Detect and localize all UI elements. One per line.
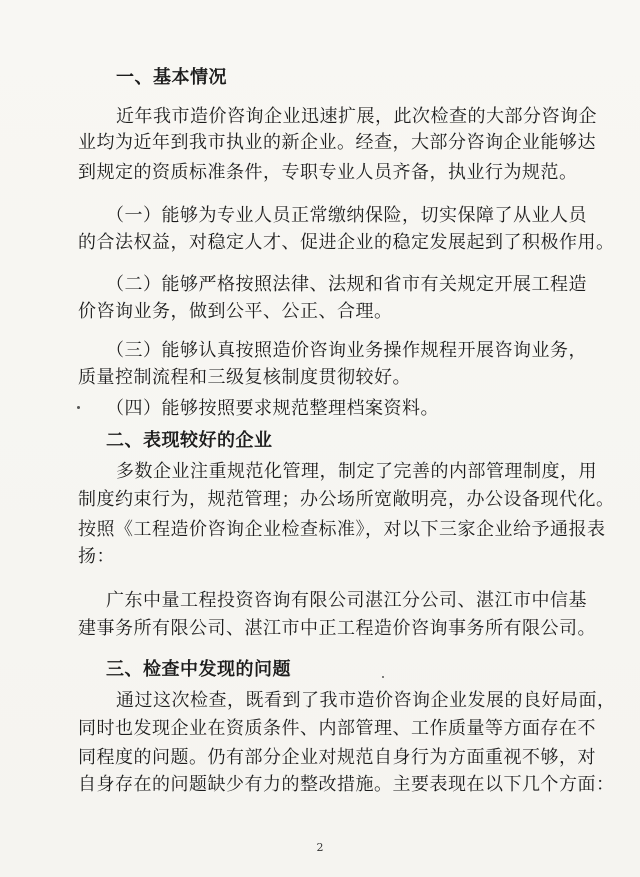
paragraph-line: 业均为近年到我市执业的新企业。经查，大部分咨询企业能够达 [78, 132, 596, 153]
paragraph-line: （三）能够认真按照造价咨询业务操作规程开展咨询业务， [106, 340, 587, 361]
paragraph-line: 扬： [78, 546, 115, 567]
paragraph-line: 多数企业注重规范化管理，制定了完善的内部管理制度，用 [116, 461, 597, 482]
paragraph-line: 广东中量工程投资咨询有限公司湛江分公司、湛江市中信基 [106, 590, 587, 611]
paragraph-line: 通过这次检查，既看到了我市造价咨询企业发展的良好局面， [116, 690, 616, 711]
paragraph-line: 同程度的问题。仍有部分企业对规范自身行为方面重视不够，对 [78, 747, 596, 768]
paragraph-line: 到规定的资质标准条件，专职专业人员齐备，执业行为规范。 [78, 162, 578, 183]
section-heading: 二、表现较好的企业 [106, 430, 273, 451]
paragraph-line: 质量控制流程和三级复核制度贯彻较好。 [78, 367, 411, 388]
paragraph-line: 自身存在的问题缺少有力的整改措施。主要表现在以下几个方面： [78, 774, 615, 795]
paragraph-line: （四）能够按照要求规范整理档案资料。 [106, 398, 439, 419]
paragraph-line: 同时也发现企业在资质条件、内部管理、工作质量等方面存在不 [78, 718, 596, 739]
section-heading: 三、检查中发现的问题 [106, 659, 291, 680]
paragraph-line: 制度约束行为，规范管理；办公场所宽敞明亮，办公设备现代化。 [78, 489, 615, 510]
paragraph-line: （二）能够严格按照法律、法规和省市有关规定开展工程造 [106, 274, 587, 295]
paragraph-line: （一）能够为专业人员正常缴纳保险，切实保障了从业人员 [106, 205, 587, 226]
page-number: 2 [316, 841, 324, 854]
paragraph-line: 建事务所有限公司、湛江市中正工程造价咨询事务所有限公司。 [78, 618, 596, 639]
scan-speck [77, 406, 80, 409]
paragraph-line: 近年我市造价咨询企业迅速扩展，此次检查的大部分咨询企 [116, 106, 597, 127]
paragraph-line: 价咨询业务，做到公平、公正、合理。 [78, 301, 393, 322]
paragraph-line: 的合法权益，对稳定人才、促进企业的稳定发展起到了积极作用。 [78, 232, 615, 253]
scan-speck [382, 676, 384, 678]
section-heading: 一、基本情况 [116, 67, 227, 88]
paragraph-line: 按照《工程造价咨询企业检查标准》，对以下三家企业给予通报表 [78, 519, 606, 540]
